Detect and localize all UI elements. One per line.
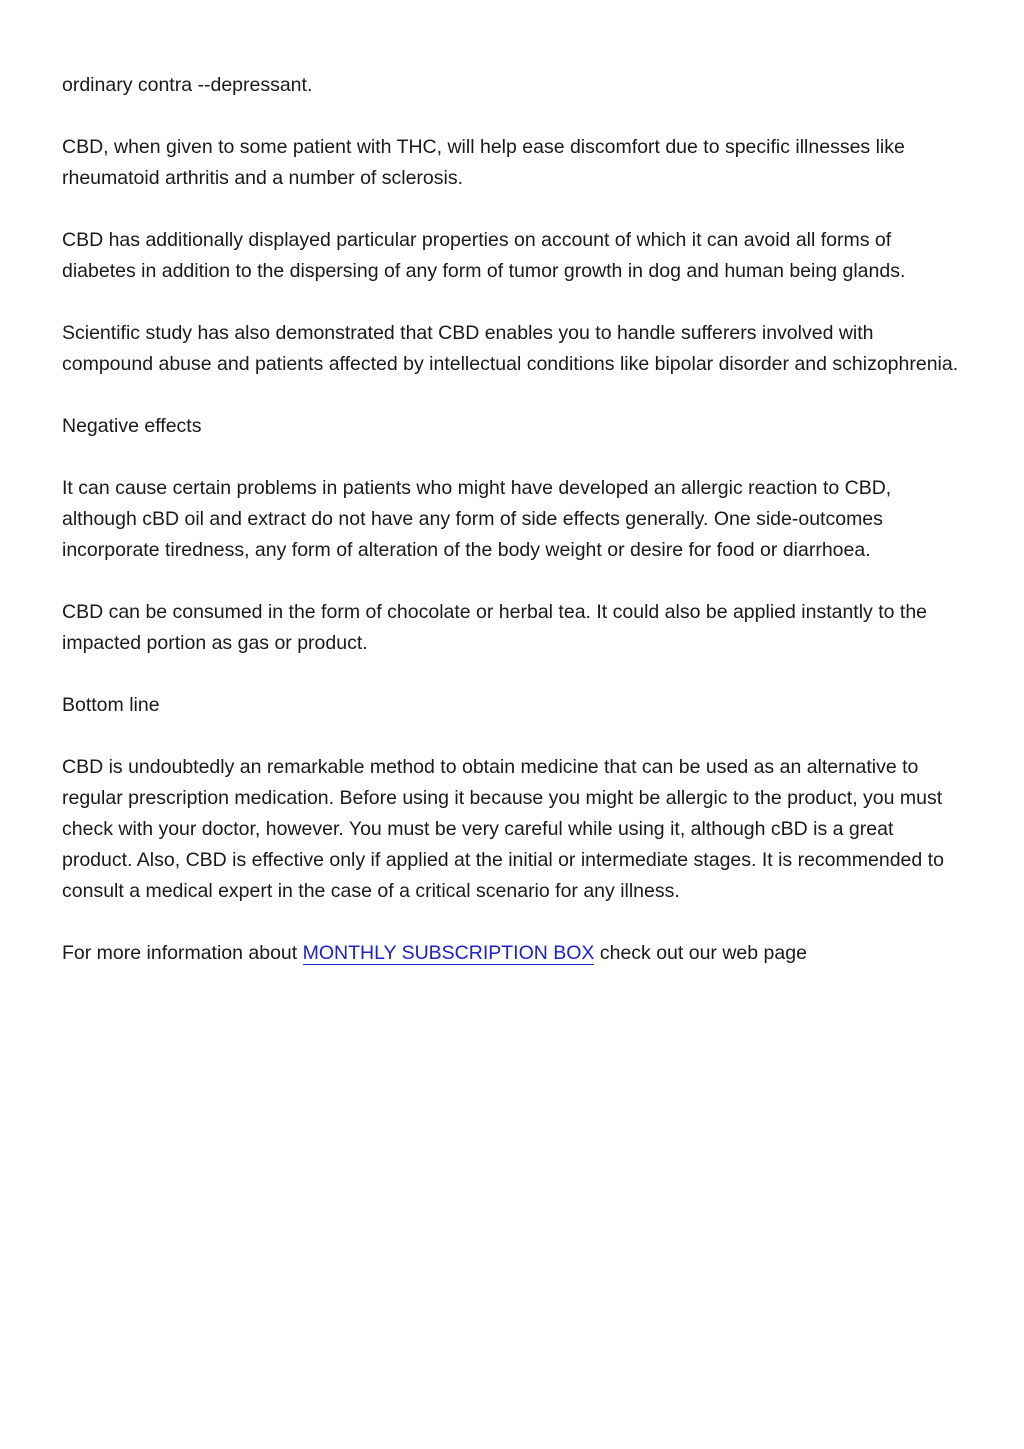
document-body [62,70,962,1000]
paragraph-thc-combination: CBD, when given to some patient with THC, will help ease discomfort due to specific illnesses like rheumatoid arthritis and a number of sclerosis. [62,136,905,189]
heading-bottom-line: Bottom line [62,694,160,716]
paragraph-intro-fragment: ordinary contra --depressant. [62,74,313,96]
closing-prefix: For more information about [62,942,303,964]
paragraph-consumption: CBD can be consumed in the form of chocolate or herbal tea. It could also be applied instantly to the impacted portion as gas or product. [62,601,928,654]
closing-suffix: check out our web page [594,942,807,964]
paragraph-conclusion: CBD is undoubtedly an remarkable method to obtain medicine that can be used as an alternative to regular prescription medication. Before using it because you might be allergic to the product, you must check with your doctor, however. You must be very careful while using it, although cBD is a great product. Also, CBD is effective only if applied at the initial or intermediate stages. It is recommended to consult a medical expert in the case of a critical scenario for any illness. [62,756,944,902]
paragraph-closing [62,938,962,969]
heading-negative-effects: Negative effects [62,415,202,437]
paragraph-diabetes-tumor: CBD has additionally displayed particular properties on account of which it can avoid all forms of diabetes in addition to the dispersing of any form of tumor growth in dog and human being glands. [62,229,906,282]
paragraph-side-effects: It can cause certain problems in patients who might have developed an allergic reaction to CBD, although cBD oil and extract do not have any form of side effects generally. One side-outcomes incorporate tiredness, any form of alteration of the body weight or desire for food or diarrhoea. [62,477,892,561]
paragraph-scientific-study: Scientific study has also demonstrated that CBD enables you to handle sufferers involved with compound abuse and patients affected by intellectual conditions like bipolar disorder and schizophrenia. [62,322,959,375]
monthly-subscription-box-link[interactable]: MONTHLY SUBSCRIPTION BOX [302,942,595,964]
